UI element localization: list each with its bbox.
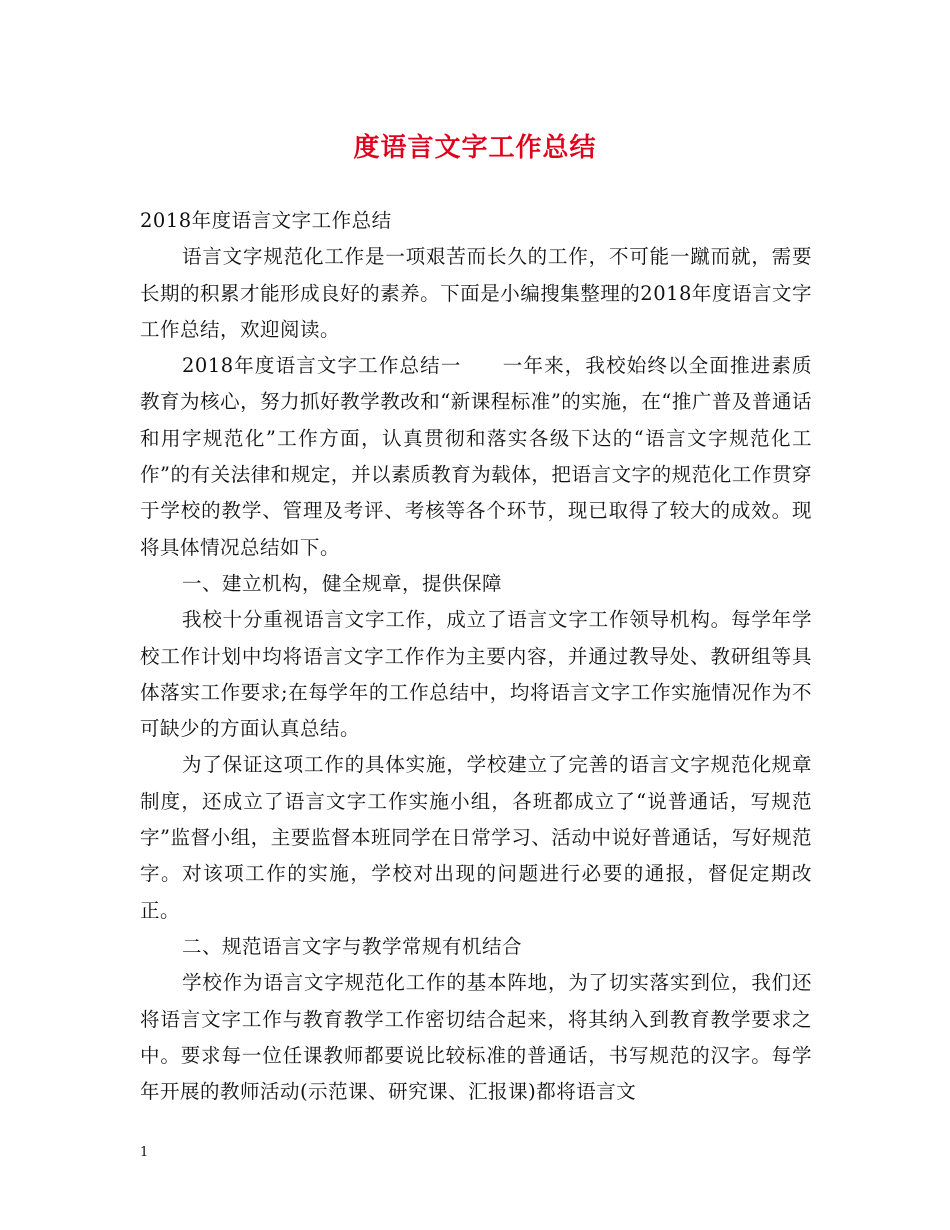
summary-paragraph: 2018年度语言文字工作总结一 一年来，我校始终以全面推进素质教育为核心，努力抓好教学教改和“新课程标准”的实施，在“推广普及普通话和用字规范化”工作方面，认真贯彻和落实各级下达的“语言文字规范化工作”的有关法律和规定，并以素质教育为载体，把语言文字的规范化工作贯穿于学校的教学、管理及考评、考核等各个环节，现已取得了较大的成效。现将具体情况总结如下。: [140, 354, 812, 559]
subtitle-paragraph: 2018年度语言文字工作总结: [140, 209, 392, 232]
document-body: [140, 203, 812, 1110]
body-paragraph: 学校作为语言文字规范化工作的基本阵地，为了切实落实到位，我们还将语言文字工作与教育教学工作密切结合起来，将其纳入到教育教学要求之中。要求每一位任课教师都要说比较标准的普通话，书写规范的汉字。每学年开展的教师活动(示范课、研究课、汇报课)都将语言文: [140, 971, 812, 1104]
body-paragraph: 我校十分重视语言文字工作，成立了语言文字工作领导机构。每学年学校工作计划中均将语言文字工作作为主要内容，并通过教导处、教研组等具体落实工作要求;在每学年的工作总结中，均将语言文字工作实施情况作为不可缺少的方面认真总结。: [140, 608, 812, 741]
page-number: 1: [140, 1145, 149, 1160]
document-title: 度语言文字工作总结: [353, 133, 597, 163]
section-heading-1: 一、建立机构，健全规章，提供保障: [182, 571, 503, 595]
intro-paragraph: 语言文字规范化工作是一项艰苦而长久的工作，不可能一蹴而就，需要长期的积累才能形成良好的素养。下面是小编搜集整理的2018年度语言文字工作总结，欢迎阅读。: [140, 245, 812, 341]
section-heading-2: 二、规范语言文字与教学常规有机结合: [182, 934, 523, 958]
body-paragraph: 为了保证这项工作的具体实施，学校建立了完善的语言文字规范化规章制度，还成立了语言文字工作实施小组，各班都成立了“说普通话，写规范字”监督小组，主要监督本班同学在日常学习、活动中说好普通话，写好规范字。对该项工作的实施，学校对出现的问题进行必要的通报，督促定期改正。: [140, 753, 812, 922]
